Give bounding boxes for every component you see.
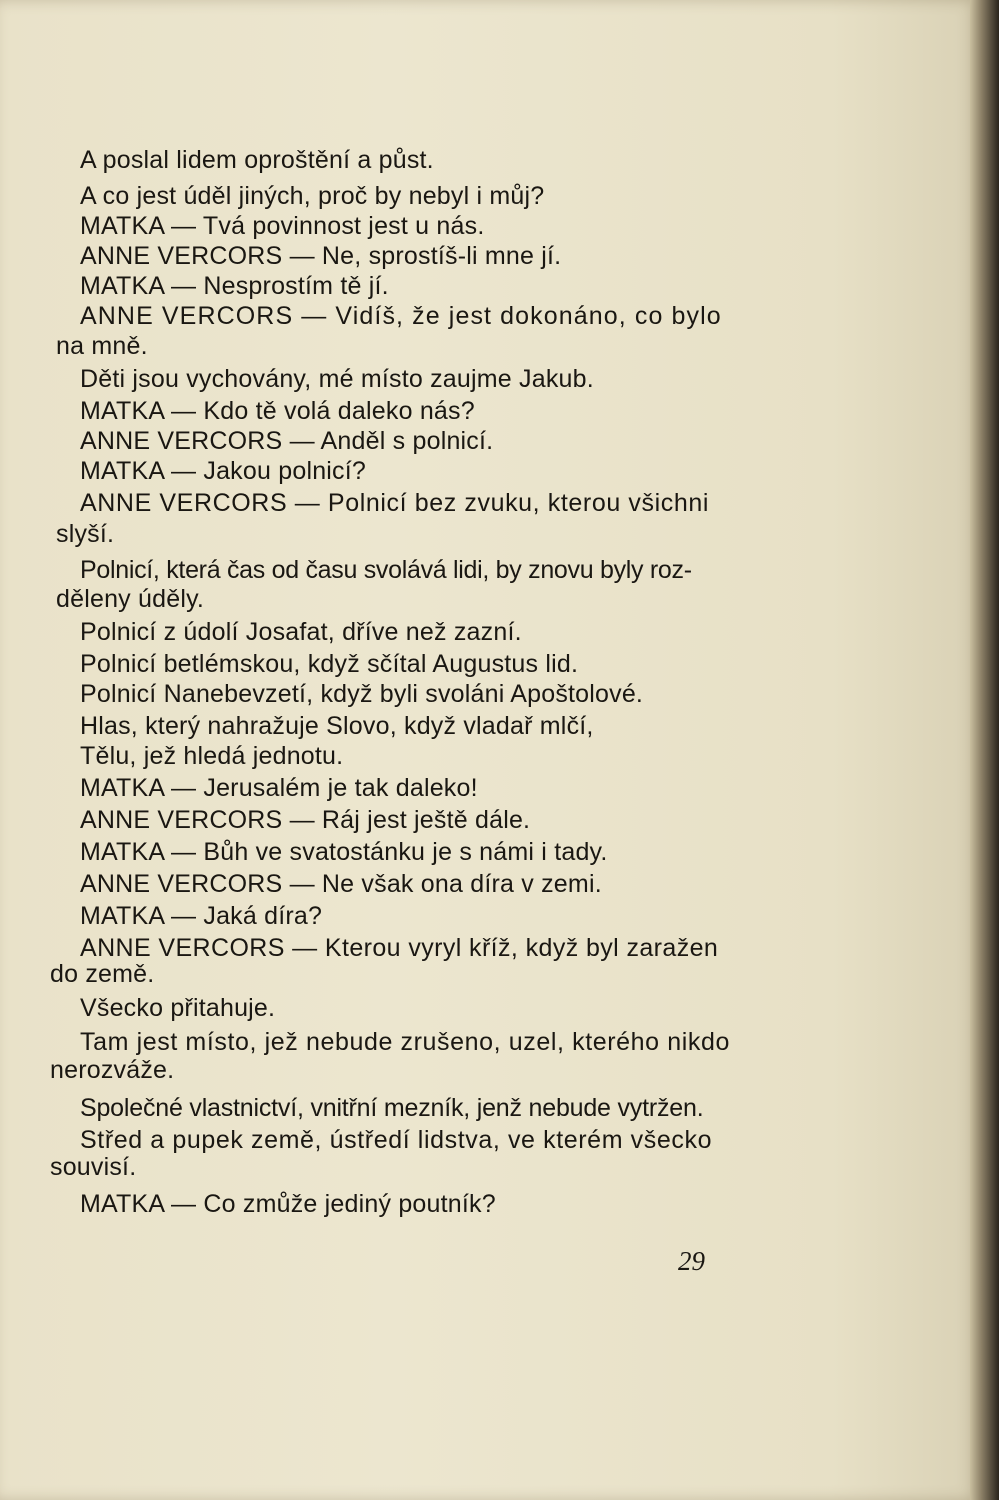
text-line: MATKA — Bůh ve svatostánku je s námi i tady.	[80, 838, 608, 866]
text-line: Polnicí z údolí Josafat, dříve než zazní.	[80, 618, 522, 646]
text-line: ANNE VERCORS — Vidíš, že jest dokonáno, co bylo	[80, 302, 722, 330]
text-line: Děti jsou vychovány, mé místo zaujme Jakub.	[80, 365, 594, 393]
text-line: MATKA — Jaká díra?	[80, 902, 323, 930]
text-line: MATKA — Jerusalém je tak daleko!	[80, 774, 478, 802]
text-line: Polnicí, která čas od času svolává lidi, by znovu byly roz-	[80, 556, 692, 584]
text-line: Společné vlastnictví, vnitřní mezník, jenž nebude vytržen.	[80, 1094, 704, 1122]
text-line: Polnicí Nanebevzetí, když byli svoláni Apoštolové.	[80, 680, 644, 708]
text-line: slyší.	[56, 520, 115, 548]
text-line: souvisí.	[50, 1153, 137, 1181]
text-line: nerozváže.	[50, 1056, 175, 1084]
text-line: Hlas, který nahražuje Slovo, když vladař mlčí,	[80, 712, 594, 740]
text-line: MATKA — Tvá povinnost jest u nás.	[80, 212, 485, 240]
text-line: ANNE VERCORS — Anděl s polnicí.	[80, 427, 494, 455]
text-line: ANNE VERCORS — Kterou vyryl kříž, když byl zaražen	[80, 934, 719, 962]
text-line: A co jest úděl jiných, proč by nebyl i můj?	[80, 182, 545, 210]
text-line: Tam jest místo, jež nebude zrušeno, uzel, kterého nikdo	[80, 1028, 730, 1056]
text-line: MATKA — Nesprostím tě jí.	[80, 272, 389, 300]
page-number: 29	[678, 1246, 705, 1276]
text-line: MATKA — Jakou polnicí?	[80, 457, 367, 485]
text-line: ANNE VERCORS — Polnicí bez zvuku, kterou všichni	[80, 489, 710, 517]
text-line: MATKA — Kdo tě volá daleko nás?	[80, 397, 475, 425]
text-line: Všecko přitahuje.	[80, 994, 276, 1022]
text-line: MATKA — Co zmůže jediný poutník?	[80, 1190, 496, 1218]
text-line: na mně.	[56, 332, 148, 360]
text-line: Tělu, jež hledá jednotu.	[80, 742, 344, 770]
text-line: Střed a pupek země, ústředí lidstva, ve kterém všecko	[80, 1126, 713, 1154]
text-line: ANNE VERCORS — Ne, sprostíš-li mne jí.	[80, 242, 562, 270]
text-line: do země.	[50, 960, 155, 988]
text-line: ANNE VERCORS — Ne však ona díra v zemi.	[80, 870, 602, 898]
text-line: A poslal lidem oproštění a půst.	[80, 146, 434, 174]
text-line: Polnicí betlémskou, když sčítal Augustus lid.	[80, 650, 579, 678]
text-line: ANNE VERCORS — Ráj jest ještě dále.	[80, 806, 531, 834]
text-line: děleny úděly.	[56, 585, 205, 613]
